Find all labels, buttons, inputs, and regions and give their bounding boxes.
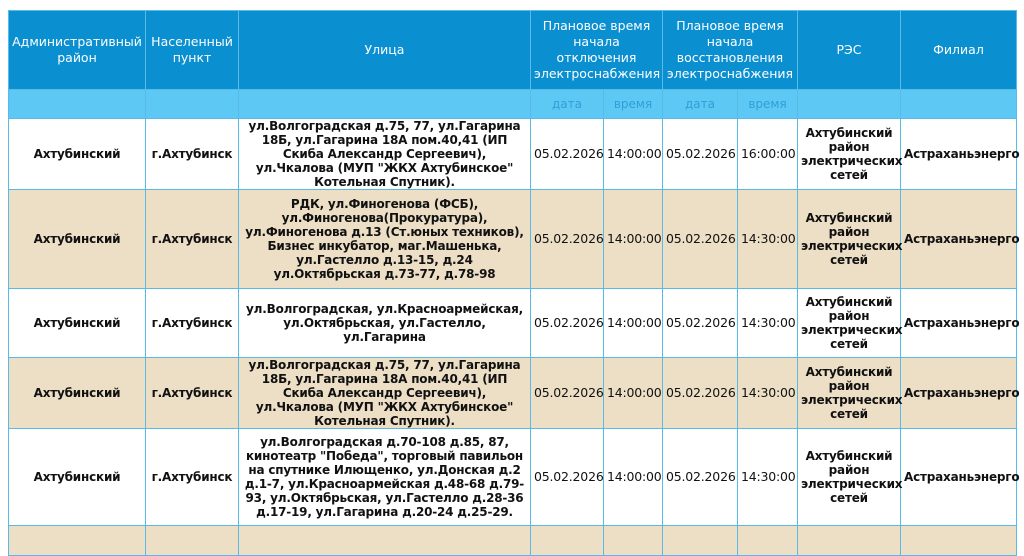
subheader-time: время bbox=[604, 90, 663, 119]
cell-street: ул.Волгоградская д.75, 77, ул.Гагарина 18Б, ул.Гагарина 18А пом.40,41 (ИП Скиба Александр Сергеевич), ул.Чкалова (МУП "ЖКХ Ахтубинское" Котельная Спутник). bbox=[239, 358, 531, 429]
cell-district: Ахтубинский bbox=[9, 119, 146, 190]
cell-locality: г.Ахтубинск bbox=[146, 429, 239, 526]
cell-off-time: 14:00:00 bbox=[604, 190, 663, 289]
cell-off-time: 14:00:00 bbox=[604, 289, 663, 358]
subheader-date: дата bbox=[531, 90, 604, 119]
cell-locality: г.Ахтубинск bbox=[146, 358, 239, 429]
cell-on-time: 14:30:00 bbox=[738, 289, 798, 358]
cell-district: Ахтубинский bbox=[9, 358, 146, 429]
cell-res: Ахтубинский район электрических сетей bbox=[798, 190, 901, 289]
cell-off-date: 05.02.2026 bbox=[531, 429, 604, 526]
cell-street: РДК, ул.Финогенова (ФСБ), ул.Финогенова(Прокуратура), ул.Финогенова д.13 (Ст.юных техников), Бизнес инкубатор, маг.Машенька, ул.Гастелло д.13-15, д.24 ул.Октябрьская д.73-77, д.78-98 bbox=[239, 190, 531, 289]
cell-off-time: 14:00:00 bbox=[604, 429, 663, 526]
header-branch: Филиал bbox=[901, 11, 1017, 90]
cell-locality: г.Ахтубинск bbox=[146, 289, 239, 358]
cell-on-date: 05.02.2026 bbox=[663, 119, 738, 190]
table-row bbox=[9, 429, 1017, 526]
cell-on-time: 14:30:00 bbox=[738, 190, 798, 289]
cell-on-date: 05.02.2026 bbox=[663, 190, 738, 289]
cell-on-time: 14:30:00 bbox=[738, 429, 798, 526]
header-row bbox=[9, 11, 1017, 90]
cell-res: Ахтубинский район электрических сетей bbox=[798, 429, 901, 526]
cell-street: ул.Волгоградская д.75, 77, ул.Гагарина 18Б, ул.Гагарина 18А пом.40,41 (ИП Скиба Александр Сергеевич), ул.Чкалова (МУП "ЖКХ Ахтубинское" Котельная Спутник). bbox=[239, 119, 531, 190]
table-row bbox=[9, 358, 1017, 429]
cell-branch: Астраханьэнерго bbox=[901, 190, 1017, 289]
header-restore-time: Плановое время начала восстановления электроснабжения bbox=[663, 11, 798, 90]
cell-on-date: 05.02.2026 bbox=[663, 358, 738, 429]
cell-off-time: 14:00:00 bbox=[604, 119, 663, 190]
cell-on-time: 16:00:00 bbox=[738, 119, 798, 190]
cell-branch: Астраханьэнерго bbox=[901, 119, 1017, 190]
cell-off-date: 05.02.2026 bbox=[531, 289, 604, 358]
cell-district: Ахтубинский bbox=[9, 190, 146, 289]
table-row bbox=[9, 526, 1017, 556]
outage-table bbox=[8, 10, 1020, 556]
cell-locality: г.Ахтубинск bbox=[146, 190, 239, 289]
cell-district: Ахтубинский bbox=[9, 429, 146, 526]
table-row bbox=[9, 119, 1017, 190]
cell-off-time: 14:00:00 bbox=[604, 358, 663, 429]
cell-district: Ахтубинский bbox=[9, 289, 146, 358]
cell-branch: Астраханьэнерго bbox=[901, 429, 1017, 526]
header-res: РЭС bbox=[798, 11, 901, 90]
cell-on-time: 14:30:00 bbox=[738, 358, 798, 429]
cell-locality: г.Ахтубинск bbox=[146, 119, 239, 190]
subheader-date: дата bbox=[663, 90, 738, 119]
cell-res: Ахтубинский район электрических сетей bbox=[798, 119, 901, 190]
table-row bbox=[9, 289, 1017, 358]
cell-res: Ахтубинский район электрических сетей bbox=[798, 289, 901, 358]
header-district: Административный район bbox=[9, 11, 146, 90]
subheader-time: время bbox=[738, 90, 798, 119]
cell-on-date: 05.02.2026 bbox=[663, 289, 738, 358]
cell-branch: Астраханьэнерго bbox=[901, 289, 1017, 358]
table-row bbox=[9, 190, 1017, 289]
header-locality: Населенный пункт bbox=[146, 11, 239, 90]
cell-street: ул.Волгоградская, ул.Красноармейская, ул.Октябрьская, ул.Гастелло, ул.Гагарина bbox=[239, 289, 531, 358]
cell-off-date: 05.02.2026 bbox=[531, 358, 604, 429]
cell-branch: Астраханьэнерго bbox=[901, 358, 1017, 429]
cell-off-date: 05.02.2026 bbox=[531, 119, 604, 190]
header-off-time: Плановое время начала отключения электроснабжения bbox=[531, 11, 663, 90]
cell-off-date: 05.02.2026 bbox=[531, 190, 604, 289]
subheader-row bbox=[9, 90, 1017, 119]
cell-res: Ахтубинский район электрических сетей bbox=[798, 358, 901, 429]
header-street: Улица bbox=[239, 11, 531, 90]
cell-on-date: 05.02.2026 bbox=[663, 429, 738, 526]
cell-street: ул.Волгоградская д.70-108 д.85, 87, кинотеатр "Победа", торговый павильон на спутнике Илющенко, ул.Донская д.2 д.1-7, ул.Красноармейская д.48-68 д.79-93, ул.Октябрьская, ул.Гастелло д.28-36 д.17-19, ул.Гагарина д.20-24 д.25-29. bbox=[239, 429, 531, 526]
